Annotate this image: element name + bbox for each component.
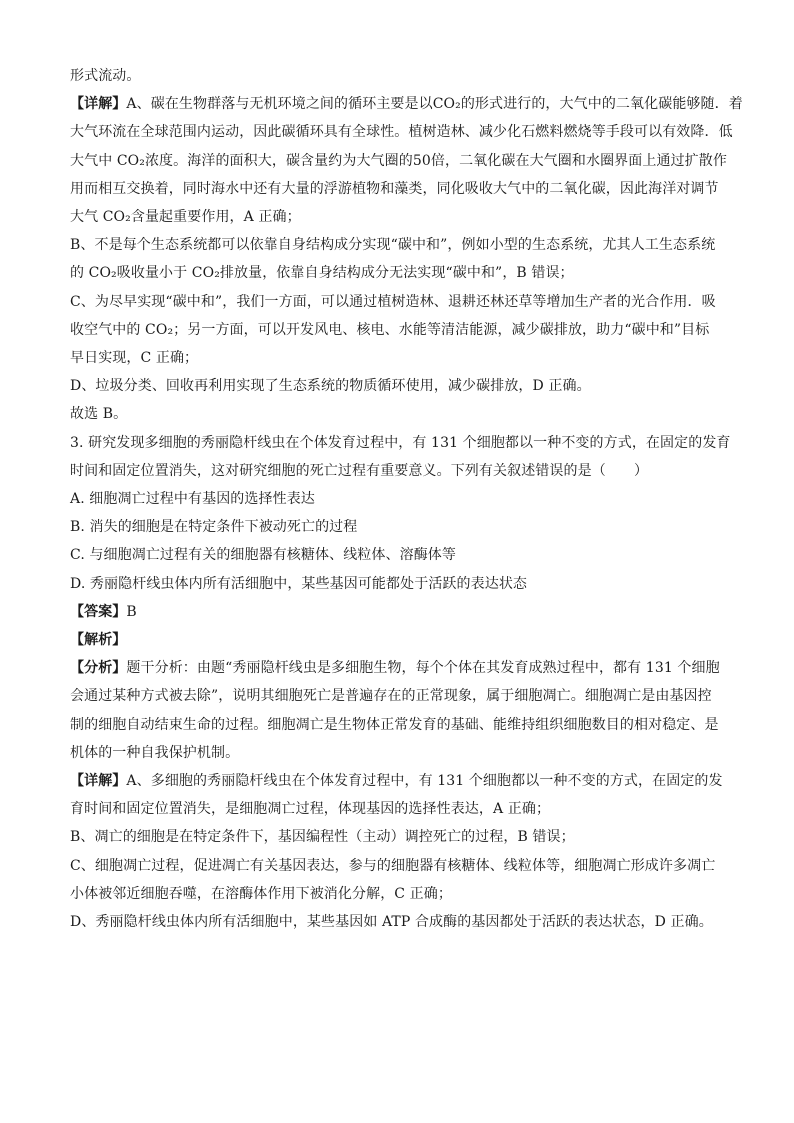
line-text: 时间和固定位置消失，这对研究细胞的死亡过程有重要意义。下列有关叙述错误的是（ ） bbox=[70, 462, 649, 479]
line-text: 形式流动。 bbox=[70, 68, 141, 84]
line-text: 故选 B。 bbox=[70, 406, 128, 423]
line-text: B bbox=[126, 603, 137, 620]
text-line bbox=[70, 711, 724, 739]
line-text: 机体的一种自我保护机制。 bbox=[70, 744, 240, 761]
text-line bbox=[70, 598, 724, 626]
text-line bbox=[70, 457, 724, 485]
line-text: 制的细胞自动结束生命的过程。细胞凋亡是生物体正常发育的基础、能维持组织细胞数目的相对稳定、是 bbox=[70, 716, 719, 733]
section-tag: 【详解】 bbox=[70, 773, 127, 790]
section-tag: 【答案】 bbox=[70, 603, 127, 620]
section-tag: 【详解】 bbox=[70, 96, 127, 113]
text-line bbox=[70, 739, 724, 767]
text-line bbox=[70, 767, 724, 795]
text-line bbox=[70, 908, 724, 936]
line-text: 小体被邻近细胞吞噬，在溶酶体作用下被消化分解，C 正确； bbox=[70, 885, 452, 902]
text-line bbox=[70, 90, 743, 118]
section-tag: 【分析】 bbox=[70, 660, 127, 677]
text-line bbox=[70, 682, 724, 710]
line-text: 题干分析：由题“秀丽隐杆线虫是多细胞生物，每个个体在其发育成熟过程中，都有 131 个细胞 bbox=[126, 660, 720, 677]
text-line bbox=[70, 485, 724, 513]
line-text: C、细胞凋亡过程，促进凋亡有关基因表达，参与的细胞器有核糖体、线粒体等，细胞凋亡形成许多凋亡 bbox=[70, 857, 716, 874]
line-text: A、多细胞的秀丽隐杆线虫在个体发育过程中，有 131 个细胞都以一种不变的方式，在固定的发 bbox=[126, 773, 723, 790]
section-tag: 【解析】 bbox=[70, 632, 127, 649]
line-text: C. 与细胞凋亡过程有关的细胞器有核糖体、线粒体、溶酶体等 bbox=[70, 547, 457, 564]
text-line bbox=[70, 288, 724, 316]
line-text: 育时间和固定位置消失，是细胞凋亡过程，体现基因的选择性表达，A 正确； bbox=[70, 801, 551, 818]
text-line bbox=[70, 823, 724, 851]
line-text: B、凋亡的细胞是在特定条件下，基因编程性（主动）调控死亡的过程，B 错误； bbox=[70, 829, 575, 846]
line-text: 用而相互交换着，同时海水中还有大量的浮游植物和藻类，同化吸收大气中的二氧化碳，因此海洋对调节 bbox=[70, 180, 719, 197]
text-line bbox=[70, 541, 724, 569]
line-text: 收空气中的 CO₂；另一方面，可以开发风电、核电、水能等清洁能源，减少碳排放，助力“碳中和”目标 bbox=[70, 321, 710, 338]
line-text: 大气 CO₂含量起重要作用，A 正确； bbox=[70, 209, 301, 226]
line-text: A、碳在生物群落与无机环境之间的循环主要是以CO₂的形式进行的，大气中的二氧化碳能够随．着 bbox=[126, 96, 743, 113]
text-line bbox=[70, 429, 731, 457]
text-line bbox=[70, 795, 724, 823]
line-text: D、垃圾分类、回收再利用实现了生态系统的物质循环使用，减少碳排放，D 正确。 bbox=[70, 378, 591, 395]
line-text: A. 细胞凋亡过程中有基因的选择性表达 bbox=[70, 491, 315, 508]
line-text: C、为尽早实现“碳中和”，我们一方面，可以通过植树造林、退耕还林还草等增加生产者的光合作用．吸 bbox=[70, 293, 716, 310]
text-line bbox=[70, 344, 724, 372]
text-line bbox=[70, 259, 724, 287]
line-text: 大气环流在全球范围内运动，因此碳循环具有全球性。植树造林、减少化石燃料燃烧等手段可以有效降．低 bbox=[70, 124, 733, 141]
line-text: 3. 研究发现多细胞的秀丽隐杆线虫在个体发育过程中，有 131 个细胞都以一种不变的方式，在固定的发育 bbox=[70, 434, 731, 451]
text-line bbox=[70, 372, 724, 400]
text-line bbox=[70, 513, 724, 541]
line-text: 会通过某种方式被去除”，说明其细胞死亡是普遍存在的正常现象，属于细胞凋亡。细胞凋亡是由基因控 bbox=[70, 688, 712, 705]
text-line bbox=[70, 147, 727, 175]
text-line bbox=[70, 118, 733, 146]
line-text: D、秀丽隐杆线虫体内所有活细胞中，某些基因如 ATP 合成酶的基因都处于活跃的表达状态，D 正确。 bbox=[70, 914, 713, 931]
line-text: 的 CO₂吸收量小于 CO₂排放量，依靠自身结构成分无法实现“碳中和”，B 错误； bbox=[70, 265, 574, 282]
line-text: B. 消失的细胞是在特定条件下被动死亡的过程 bbox=[70, 519, 358, 536]
line-text: D. 秀丽隐杆线虫体内所有活细胞中，某些基因可能都处于活跃的表达状态 bbox=[70, 575, 528, 592]
line-text: 大气中 CO₂浓度。海洋的面积大，碳含量约为大气圈的50倍，二氧化碳在大气圈和水圈界面上通过扩散作 bbox=[70, 152, 727, 169]
text-line bbox=[70, 880, 724, 908]
line-text: 早日实现，C 正确； bbox=[70, 350, 199, 367]
text-line bbox=[70, 626, 724, 654]
text-line bbox=[70, 62, 724, 90]
text-line bbox=[70, 400, 724, 428]
text-line bbox=[70, 654, 724, 682]
text-line bbox=[70, 175, 724, 203]
text-line bbox=[70, 852, 724, 880]
line-text: B、不是每个生态系统都可以依靠自身结构成分实现“碳中和”，例如小型的生态系统，尤其人工生态系统 bbox=[70, 237, 716, 254]
text-line bbox=[70, 316, 724, 344]
text-line bbox=[70, 570, 724, 598]
text-line bbox=[70, 231, 724, 259]
text-line bbox=[70, 203, 724, 231]
